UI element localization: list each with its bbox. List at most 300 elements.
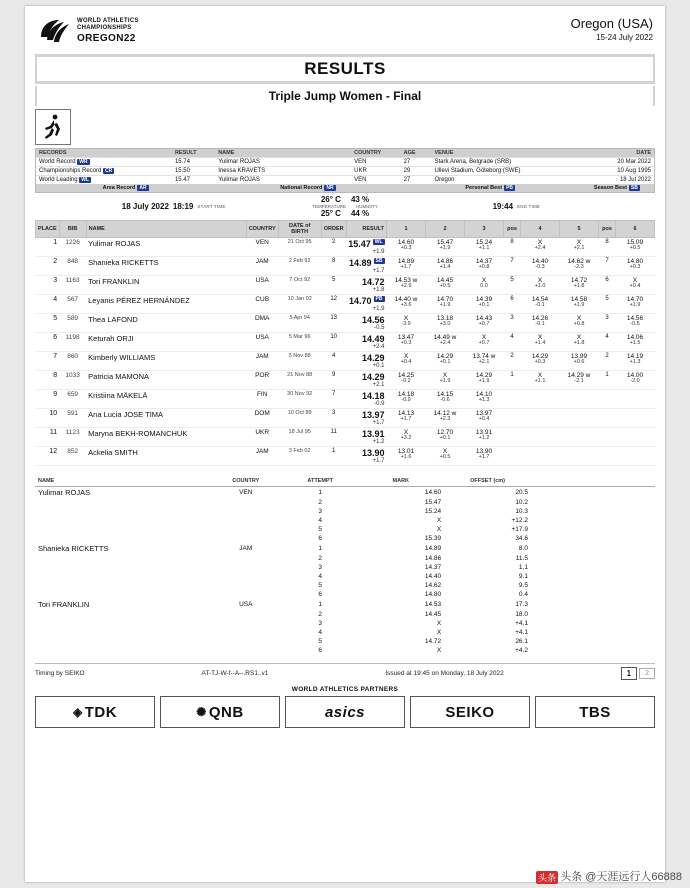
row-attempt-6: 14.19 +1.3 xyxy=(616,352,655,371)
row-attempt-3: 15.24 +1.1 xyxy=(465,238,504,257)
detail-col-country: COUNTRY xyxy=(209,476,283,487)
row-attempt-2: 14.12 w +2.3 xyxy=(426,409,465,428)
row-dob: 3 Nov 88 xyxy=(278,352,321,371)
sponsor-qnb: ✺ QNB xyxy=(160,696,280,728)
detail-attempt-number: 1 xyxy=(318,489,322,496)
row-attempt-2: 13.18 +3.0 xyxy=(426,314,465,333)
list-item xyxy=(35,599,655,610)
col-dob: DATE of BIRTH xyxy=(278,221,321,238)
detail-attempt-offset: +17.9 xyxy=(511,526,528,533)
detail-attempt-mark: 15.24 xyxy=(424,508,442,515)
detail-attempt-number: 1 xyxy=(318,545,322,552)
row-attempt-5: 13.99 +0.6 xyxy=(560,352,599,371)
row-pos-2: 1 xyxy=(599,371,616,390)
row-pos-1: 2 xyxy=(504,352,521,371)
row-result: 15.47 $^{WL}$ +1.9 xyxy=(348,239,385,255)
detail-blank xyxy=(531,637,655,646)
detail-athlete-name xyxy=(35,498,209,507)
end-time: 19:44 xyxy=(492,202,514,211)
row-attempt-4: X +1.4 xyxy=(521,333,560,352)
detail-blank xyxy=(531,554,655,563)
sponsor-tdk: ◈ TDK xyxy=(35,696,155,728)
detail-athlete-country xyxy=(209,563,283,572)
row-order: 2 xyxy=(321,238,346,257)
row-result: 14.70 $^{PB}$ +1.9 xyxy=(346,295,386,314)
list-item xyxy=(35,646,655,655)
sponsor-tdk-label: TDK xyxy=(84,703,118,721)
row-result: 13.91 +1.2 xyxy=(346,428,386,447)
detail-blank xyxy=(531,487,655,499)
document-code: AT-TJ-W-f--A--.RS1..v1 xyxy=(201,670,269,677)
watermark xyxy=(536,868,682,884)
detail-athlete-country xyxy=(209,646,283,655)
results-header-row xyxy=(36,221,655,238)
detail-attempt-offset: 20.5 xyxy=(515,489,528,496)
detail-attempt-mark: X xyxy=(436,629,442,636)
records-legend-row xyxy=(36,184,654,192)
detail-attempt-number: 4 xyxy=(318,629,322,636)
row-result: 14.89 $^{SB}$ +1.7 xyxy=(346,257,386,276)
footer-row xyxy=(35,667,655,680)
row-pos-2 xyxy=(599,390,616,409)
row-attempt-2: 14.15 -0.6 xyxy=(426,390,465,409)
row-order: 3 xyxy=(321,409,346,428)
list-item xyxy=(35,563,655,572)
records-col-venue: VENUE xyxy=(431,149,579,158)
detail-athlete-name xyxy=(35,525,209,534)
detail-attempt-mark: 14.86 xyxy=(424,555,442,562)
logo-line-4: OREGON22 xyxy=(77,32,136,44)
record-date: 10 Aug 1995 xyxy=(580,167,654,176)
detail-athlete-country xyxy=(209,590,283,599)
detail-attempt-offset: 11.5 xyxy=(515,555,528,562)
row-name: Maryna BEKH-ROMANCHUK xyxy=(86,428,246,447)
humidity-2: 44 % xyxy=(350,209,370,218)
row-name: Shanieka RICKETTS xyxy=(86,257,246,276)
record-tag: WR xyxy=(79,159,88,165)
row-order: 12 xyxy=(321,295,346,314)
record-country: VEN xyxy=(351,158,400,167)
row-attempt-3: 14.29 +1.9 xyxy=(465,371,504,390)
row-attempt-3: 14.10 +1.3 xyxy=(465,390,504,409)
legend-national-record: National Record xyxy=(280,185,323,191)
row-attempt-1: 14.60 +0.3 xyxy=(387,238,426,257)
record-label: World Leading xyxy=(39,177,78,183)
row-dob: 7 Oct 92 xyxy=(278,276,321,295)
legend-sb-tag: SB xyxy=(630,185,638,191)
row-name: Ackelia SMITH xyxy=(86,447,246,466)
row-pos-1: 1 xyxy=(504,371,521,390)
col-attempt-1: 1 xyxy=(387,221,426,238)
row-country: JAM xyxy=(246,352,278,371)
list-item xyxy=(35,507,655,516)
row-attempt-4: 14.29 +0.3 xyxy=(521,352,560,371)
record-venue: Stark Arena, Belgrade (SRB) xyxy=(431,158,579,167)
records-header-row xyxy=(36,149,654,158)
row-attempt-3: 13.91 +1.2 xyxy=(465,428,504,447)
results-title: RESULTS xyxy=(37,57,653,81)
record-date: 20 Mar 2022 xyxy=(580,158,654,167)
row-place: 11 xyxy=(36,428,60,447)
detail-attempt-mark: 14.62 xyxy=(424,582,442,589)
row-country: JAM xyxy=(246,257,278,276)
row-attempt-1: X +0.4 xyxy=(387,352,426,371)
detail-attempt-mark: X xyxy=(436,647,442,654)
triple-jump-pictogram xyxy=(35,109,71,145)
row-attempt-6: 14.06 +1.5 xyxy=(616,333,655,352)
start-time: 18:19 xyxy=(172,202,194,211)
detail-athlete-name xyxy=(35,581,209,590)
detail-blank xyxy=(531,619,655,628)
row-pos-2: 3 xyxy=(599,314,616,333)
row-attempt-3: X 0.0 xyxy=(465,276,504,295)
row-order: 9 xyxy=(321,371,346,390)
detail-athlete-name xyxy=(35,637,209,646)
row-place: 6 xyxy=(36,333,60,352)
row-place: 7 xyxy=(36,352,60,371)
page-next[interactable]: 2 xyxy=(639,668,655,679)
row-place: 9 xyxy=(36,390,60,409)
row-name: Kimberly WILLIAMS xyxy=(86,352,246,371)
row-attempt-2: 14.70 +1.9 xyxy=(426,295,465,314)
row-attempt-4 xyxy=(521,409,560,428)
logo-mark-icon xyxy=(37,16,71,46)
row-pos-1 xyxy=(504,409,521,428)
detail-athlete-name xyxy=(35,534,209,543)
row-attempt-2: 14.86 +1.4 xyxy=(426,257,465,276)
humidity-label: HUMIDITY xyxy=(355,204,378,209)
session-date-time xyxy=(35,202,312,211)
record-name: Inessa KRAVETS xyxy=(215,167,351,176)
row-attempt-5 xyxy=(560,409,599,428)
row-pos-1: 8 xyxy=(504,238,521,257)
col-attempt-5: 5 xyxy=(560,221,599,238)
col-attempt-6: 6 xyxy=(616,221,655,238)
detail-athlete-country xyxy=(209,619,283,628)
row-place: 5 xyxy=(36,314,60,333)
row-attempt-4: 14.54 -0.1 xyxy=(521,295,560,314)
col-bib: BIB xyxy=(59,221,86,238)
table-row xyxy=(36,390,655,409)
detail-athlete-name xyxy=(35,619,209,628)
humidity-1: 43 % xyxy=(350,195,370,204)
legend-personal-best: Personal Best xyxy=(465,185,503,191)
detail-attempt-number: 5 xyxy=(318,526,322,533)
row-pos-1: 5 xyxy=(504,276,521,295)
detail-blank xyxy=(531,581,655,590)
row-attempt-4 xyxy=(521,390,560,409)
detail-blank xyxy=(531,563,655,572)
row-attempt-3: 13.97 +0.4 xyxy=(465,409,504,428)
sponsor-tbs-label: TBS xyxy=(579,703,611,721)
row-country: USA xyxy=(246,276,278,295)
legend-ar-tag: AR xyxy=(139,185,147,191)
sponsor-row xyxy=(35,696,655,728)
detail-attempt-mark: X xyxy=(436,620,442,627)
detail-athlete-name xyxy=(35,563,209,572)
detail-attempt-mark: X xyxy=(436,517,442,524)
row-order: 1 xyxy=(321,447,346,466)
detail-athlete-country: USA xyxy=(239,601,253,608)
detail-attempt-mark: 14.89 xyxy=(424,545,442,552)
temperature-label: TEMPERATURE xyxy=(312,204,346,209)
detail-attempt-number: 6 xyxy=(318,591,322,598)
detail-attempt-mark: 14.53 xyxy=(424,601,442,608)
row-pos-2: 2 xyxy=(599,352,616,371)
row-attempt-2: X +0.5 xyxy=(426,447,465,466)
row-pos-1 xyxy=(504,447,521,466)
detail-attempt-mark: 14.80 xyxy=(424,591,442,598)
table-row xyxy=(36,257,655,276)
row-result: 14.18 -0.9 xyxy=(346,390,386,409)
session-date: 18 July 2022 xyxy=(121,202,169,211)
detail-blank xyxy=(531,516,655,525)
sponsor-qnb-label: QNB xyxy=(208,703,244,721)
row-attempt-2: 15.47 +1.9 xyxy=(426,238,465,257)
detail-attempt-mark: 15.47 xyxy=(424,499,442,506)
environment-block xyxy=(312,195,377,218)
detail-attempt-number: 2 xyxy=(318,499,322,506)
row-name: Kristiina MÄKELÄ xyxy=(86,390,246,409)
detail-athlete-name xyxy=(35,507,209,516)
detail-blank xyxy=(531,610,655,619)
record-tag: WL xyxy=(81,177,90,183)
row-attempt-3: 13.90 +1.7 xyxy=(465,447,504,466)
row-attempt-1: 14.13 +1.7 xyxy=(387,409,426,428)
row-bib: 848 xyxy=(59,257,86,276)
row-result: 13.97 +1.7 xyxy=(346,409,386,428)
row-pos-2: 6 xyxy=(599,276,616,295)
row-place: 4 xyxy=(36,295,60,314)
session-meta xyxy=(35,195,655,218)
row-bib: 591 xyxy=(59,409,86,428)
row-place: 3 xyxy=(36,276,60,295)
row-attempt-2: 14.45 +0.5 xyxy=(426,276,465,295)
logo-line-1: WORLD ATHLETICS xyxy=(77,17,139,24)
row-result: 13.90 +1.7 xyxy=(346,447,386,466)
record-age: 27 xyxy=(401,158,432,167)
detail-athlete-name xyxy=(35,646,209,655)
issued-text: Issued at 19:45 on Monday, 18 July 2022 xyxy=(385,670,504,677)
record-country: UKR xyxy=(351,167,400,176)
detail-athlete-name: Yulimar ROJAS xyxy=(38,488,91,497)
venue-block xyxy=(571,16,653,42)
row-attempt-4: 14.40 -0.3 xyxy=(521,257,560,276)
row-dob: 2 Feb 92 xyxy=(278,257,321,276)
watermark-text: 头条 @天涯远行人66888 xyxy=(560,871,682,883)
row-country: USA xyxy=(246,333,278,352)
detail-attempt-offset: 34.6 xyxy=(515,535,528,542)
legend-pb-tag: PB xyxy=(506,185,514,191)
row-pos-2: 8 xyxy=(599,238,616,257)
row-bib: 567 xyxy=(59,295,86,314)
row-order: 5 xyxy=(321,276,346,295)
table-row xyxy=(36,371,655,390)
row-order: 13 xyxy=(321,314,346,333)
records-col-date: DATE xyxy=(580,149,654,158)
record-label: World Record xyxy=(39,159,76,165)
detail-attempt-number: 5 xyxy=(318,638,322,645)
detail-blank xyxy=(531,646,655,655)
list-item xyxy=(35,619,655,628)
detail-blank xyxy=(531,543,655,554)
results-banner xyxy=(35,54,655,84)
col-country: COUNTRY xyxy=(246,221,278,238)
record-country: VEN xyxy=(351,176,400,185)
row-country: DMA xyxy=(246,314,278,333)
detail-attempt-number: 2 xyxy=(318,611,322,618)
row-order: 8 xyxy=(321,257,346,276)
detail-attempt-offset: 8.0 xyxy=(518,545,528,552)
detail-athlete-country xyxy=(209,534,283,543)
detail-attempt-number: 6 xyxy=(318,535,322,542)
col-attempt-3: 3 xyxy=(465,221,504,238)
detail-blank xyxy=(531,572,655,581)
list-item xyxy=(35,525,655,534)
row-dob: 3 Feb 02 xyxy=(278,447,321,466)
detail-attempt-offset: 17.3 xyxy=(515,601,528,608)
row-order: 10 xyxy=(321,333,346,352)
legend-area-record: Area Record xyxy=(102,185,136,191)
row-bib: 659 xyxy=(59,390,86,409)
row-pos-1: 7 xyxy=(504,257,521,276)
detail-blank xyxy=(531,599,655,610)
record-date: 18 Jul 2022 xyxy=(580,176,654,185)
attempt-detail-table xyxy=(35,476,655,655)
legend-season-best: Season Best xyxy=(593,185,627,191)
records-col-country: COUNTRY xyxy=(351,149,400,158)
row-pos-1 xyxy=(504,390,521,409)
row-result: 14.56 -0.5 xyxy=(346,314,386,333)
timing-credit: Timing by SEIKO xyxy=(35,670,85,677)
row-name: Patricia MAMONA xyxy=(86,371,246,390)
row-pos-2: 7 xyxy=(599,257,616,276)
record-name: Yulimar ROJAS xyxy=(215,158,351,167)
list-item xyxy=(35,516,655,525)
detail-attempt-offset: 18.0 xyxy=(515,611,528,618)
detail-col-name: NAME xyxy=(35,476,209,487)
event-title: Triple Jump Women - Final xyxy=(37,86,653,106)
row-attempt-3: 14.37 +0.8 xyxy=(465,257,504,276)
list-item xyxy=(35,590,655,599)
row-attempt-2: X +1.9 xyxy=(426,371,465,390)
detail-athlete-country: JAM xyxy=(239,545,253,552)
detail-blank xyxy=(531,590,655,599)
row-bib: 1198 xyxy=(59,333,86,352)
pagination[interactable] xyxy=(621,667,655,680)
row-attempt-6: 15.09 +0.5 xyxy=(616,238,655,257)
detail-attempt-number: 2 xyxy=(318,555,322,562)
col-pos-1: pos xyxy=(504,221,521,238)
results-table xyxy=(35,220,655,466)
detail-attempt-offset: 1.1 xyxy=(518,564,528,571)
record-venue: Ullevi Stadium, Göteborg (SWE) xyxy=(431,167,579,176)
list-item xyxy=(35,534,655,543)
detail-attempt-number: 6 xyxy=(318,647,322,654)
row-country: CUB xyxy=(246,295,278,314)
temperature-2: 25° C xyxy=(320,209,341,218)
row-attempt-2: 14.29 +0.1 xyxy=(426,352,465,371)
logo-line-2: CHAMPIONSHIPS xyxy=(77,24,132,31)
row-name: Yulimar ROJAS xyxy=(86,238,246,257)
detail-athlete-name xyxy=(35,590,209,599)
row-country: FIN xyxy=(246,390,278,409)
row-attempt-3: X +0.7 xyxy=(465,333,504,352)
col-pos-2: pos xyxy=(599,221,616,238)
table-row xyxy=(36,409,655,428)
row-attempt-1: X +3.2 xyxy=(387,428,426,447)
row-result: 14.49 +2.4 xyxy=(346,333,386,352)
detail-athlete-name xyxy=(35,610,209,619)
records-table xyxy=(35,148,655,193)
detail-attempt-mark: 14.45 xyxy=(424,611,442,618)
row-pos-1: 6 xyxy=(504,295,521,314)
row-attempt-1: X -3.9 xyxy=(387,314,426,333)
row-pos-2: 5 xyxy=(599,295,616,314)
detail-attempt-number: 1 xyxy=(318,601,322,608)
row-attempt-1: 14.40 w +3.6 xyxy=(387,295,426,314)
detail-athlete-name: Shanieka RICKETTS xyxy=(38,544,109,553)
row-attempt-5: 14.58 +1.9 xyxy=(560,295,599,314)
row-attempt-3: 14.39 +0.1 xyxy=(465,295,504,314)
detail-blank xyxy=(531,534,655,543)
row-attempt-5: X +2.1 xyxy=(560,238,599,257)
sponsor-asics-label: asics xyxy=(324,703,366,721)
detail-attempt-mark: 14.40 xyxy=(424,573,442,580)
row-place: 2 xyxy=(36,257,60,276)
list-item xyxy=(35,487,655,499)
watermark-badge: 头条 xyxy=(538,872,557,883)
record-tag: CR xyxy=(105,168,113,174)
detail-athlete-country xyxy=(209,581,283,590)
row-attempt-6 xyxy=(616,447,655,466)
col-attempt-4: 4 xyxy=(521,221,560,238)
table-row xyxy=(36,295,655,314)
footer-divider xyxy=(35,663,655,664)
row-dob: 10 Oct 89 xyxy=(278,409,321,428)
world-athletics-logo xyxy=(37,16,139,46)
row-dob: 21 Nov 88 xyxy=(278,371,321,390)
list-item xyxy=(35,637,655,646)
row-attempt-1: 13.47 +0.3 xyxy=(387,333,426,352)
detail-attempt-offset: 9.1 xyxy=(518,573,528,580)
detail-blank xyxy=(531,498,655,507)
row-dob: 5 Apr 94 xyxy=(278,314,321,333)
row-pos-2 xyxy=(599,428,616,447)
row-order: 11 xyxy=(321,428,346,447)
detail-athlete-country xyxy=(209,507,283,516)
row-name: Tori FRANKLIN xyxy=(86,276,246,295)
row-attempt-6 xyxy=(616,390,655,409)
list-item xyxy=(35,498,655,507)
row-pos-1: 3 xyxy=(504,314,521,333)
row-attempt-5: 14.72 +1.8 xyxy=(560,276,599,295)
detail-attempt-offset: +4.1 xyxy=(515,629,528,636)
detail-attempt-number: 4 xyxy=(318,517,322,524)
temperature-1: 26° C xyxy=(320,195,341,204)
page-current[interactable]: 1 xyxy=(621,667,637,680)
detail-col-offset: OFFSET (cm) xyxy=(444,476,531,487)
list-item xyxy=(35,543,655,554)
row-attempt-6 xyxy=(616,409,655,428)
detail-attempt-offset: 0.4 xyxy=(518,591,528,598)
record-name: Yulimar ROJAS xyxy=(215,176,351,185)
row-attempt-2: 12.70 +0.1 xyxy=(426,428,465,447)
partners-title: WORLD ATHLETICS PARTNERS xyxy=(291,686,399,693)
row-country: JAM xyxy=(246,447,278,466)
row-dob: 21 Oct 95 xyxy=(278,238,321,257)
records-col-result: RESULT xyxy=(172,149,215,158)
